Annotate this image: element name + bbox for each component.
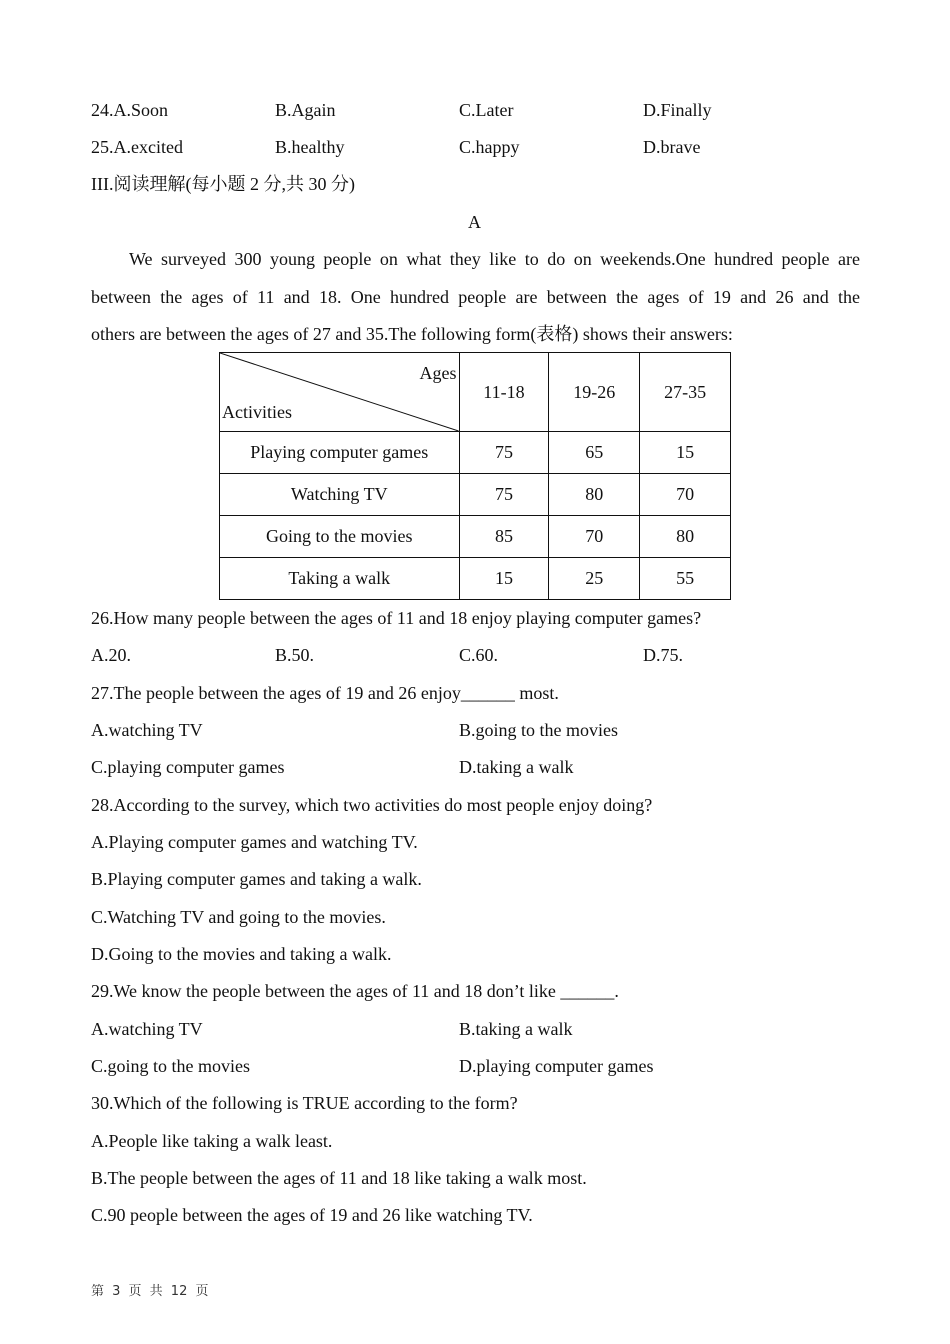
table-cell: 80: [640, 516, 731, 558]
q24-option-c: C.Later: [459, 100, 514, 120]
q25-option-b: B.healthy: [275, 137, 345, 157]
q26-option-b: B.50.: [275, 645, 315, 665]
corner-activities: Activities: [222, 402, 292, 422]
table-cell: 65: [549, 432, 640, 474]
q25-option-a: 25.A.excited: [91, 137, 183, 157]
q28-option-d: D.Going to the movies and taking a walk.: [91, 944, 392, 964]
passage-line: between the ages of 11 and 18. One hundred people are between the ages of 19 and 26 and the: [91, 287, 860, 307]
q29-option-d: D.playing computer games: [459, 1056, 654, 1076]
q27-option-c: C.playing computer games: [91, 757, 285, 777]
table-row: [220, 516, 731, 558]
q24-option-d: D.Finally: [643, 100, 712, 120]
corner-cell: [220, 353, 460, 432]
row-label: Taking a walk: [220, 558, 460, 600]
corner-ages: Ages: [419, 363, 457, 383]
q25-option-c: C.happy: [459, 137, 520, 157]
q26-option-d: D.75.: [643, 645, 683, 665]
table-cell: 70: [549, 516, 640, 558]
q25-option-d: D.brave: [643, 137, 701, 157]
q29-option-b: B.taking a walk: [459, 1019, 573, 1039]
row-label: Going to the movies: [220, 516, 460, 558]
passage-label: A: [468, 212, 481, 232]
q28-option-b: B.Playing computer games and taking a walk.: [91, 869, 422, 889]
table-row: [220, 558, 731, 600]
q29-option-a: A.watching TV: [91, 1019, 203, 1039]
q28-option-c: C.Watching TV and going to the movies.: [91, 907, 386, 927]
q27-stem: 27.The people between the ages of 19 and 26 enjoy______ most.: [91, 683, 559, 703]
table-cell: 25: [549, 558, 640, 600]
q27-option-a: A.watching TV: [91, 720, 203, 740]
table-row: [220, 432, 731, 474]
column-header: 27-35: [640, 353, 731, 432]
table-cell: 15: [459, 558, 549, 600]
row-label: Playing computer games: [220, 432, 460, 474]
page-footer: 第 3 页 共 12 页: [91, 1284, 209, 1299]
column-header: 19-26: [549, 353, 640, 432]
survey-table: [219, 352, 731, 600]
q26-option-a: A.20.: [91, 645, 131, 665]
q24-option-a: 24.A.Soon: [91, 100, 169, 120]
q28-option-a: A.Playing computer games and watching TV.: [91, 832, 418, 852]
table-header-row: [220, 353, 731, 432]
q27-option-d: D.taking a walk: [459, 757, 574, 777]
table-row: [220, 474, 731, 516]
table-cell: 75: [459, 432, 549, 474]
column-header: 11-18: [459, 353, 549, 432]
table-cell: 55: [640, 558, 731, 600]
q26-option-c: C.60.: [459, 645, 499, 665]
q24-option-b: B.Again: [275, 100, 336, 120]
q30-stem: 30.Which of the following is TRUE according to the form?: [91, 1093, 518, 1113]
table-cell: 15: [640, 432, 731, 474]
table-cell: 75: [459, 474, 549, 516]
row-label: Watching TV: [220, 474, 460, 516]
q26-stem: 26.How many people between the ages of 11 and 18 enjoy playing computer games?: [91, 608, 702, 628]
passage-line: We surveyed 300 young people on what they like to do on weekends.One hundred people are: [129, 249, 860, 269]
table-cell: 70: [640, 474, 731, 516]
passage-line: others are between the ages of 27 and 35.The following form(表格) shows their answers:: [91, 324, 733, 344]
table-cell: 80: [549, 474, 640, 516]
q30-option-a: A.People like taking a walk least.: [91, 1131, 333, 1151]
q27-option-b: B.going to the movies: [459, 720, 618, 740]
section-title: III.阅读理解(每小题 2 分,共 30 分): [91, 174, 355, 194]
table-cell: 85: [459, 516, 549, 558]
q29-stem: 29.We know the people between the ages of 11 and 18 don’t like ______.: [91, 981, 619, 1001]
q29-option-c: C.going to the movies: [91, 1056, 250, 1076]
q28-stem: 28.According to the survey, which two activities do most people enjoy doing?: [91, 795, 653, 815]
q30-option-b: B.The people between the ages of 11 and 18 like taking a walk most.: [91, 1168, 587, 1188]
q30-option-c: C.90 people between the ages of 19 and 26 like watching TV.: [91, 1205, 533, 1225]
